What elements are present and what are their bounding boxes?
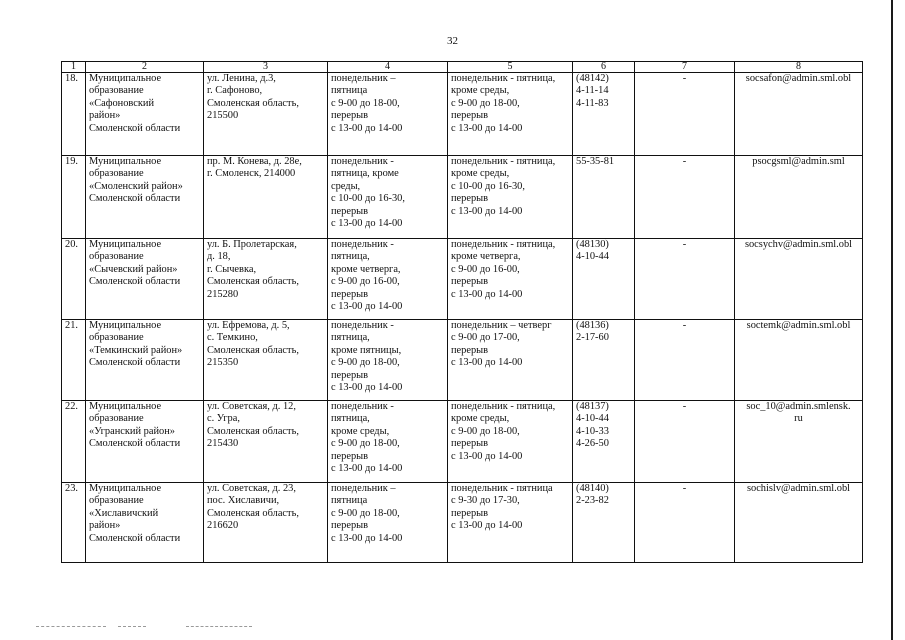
email-line: ru [794,413,803,425]
table-row [62,73,863,156]
organization-line: Муниципальное [89,320,162,331]
scan-mark [186,626,252,629]
working-hours-line: перерыв [331,369,369,381]
reception-hours-line: с 9-00 до 18-00, [451,425,520,437]
address-line: г. Сычевка, [207,263,257,275]
working-hours-line: понедельник – [331,73,396,84]
email-cell [735,401,863,483]
address-cell [204,156,328,239]
phone-line: 55-35-81 [576,156,615,167]
address-line: с. Угра, [207,413,240,425]
address-line: 215280 [207,288,239,300]
working-hours-line: с 13-00 до 14-00 [331,122,403,134]
working-hours-line: перерыв [331,288,369,300]
table-row [62,401,863,483]
address-line: Смоленская область, [207,276,299,288]
organization-line: образование [89,251,144,263]
reception-hours-line: кроме среды, [451,85,510,97]
address-cell [204,483,328,563]
reception-hours-line: понедельник - пятница [451,483,553,494]
address-cell [204,401,328,483]
column-7-cell: - [635,483,735,563]
working-hours-cell [328,320,448,401]
phone-cell [573,320,635,401]
column-7-cell: - [635,239,735,320]
address-cell [204,73,328,156]
reception-hours-line: перерыв [451,507,489,519]
organization-line: Смоленской области [89,438,181,450]
organization-line: Смоленской области [89,532,181,544]
working-hours-line: пятница, кроме [331,168,399,180]
email-line: soctemk@admin.sml.obl [746,320,851,331]
phone-cell [573,401,635,483]
column-7-cell: - [635,401,735,483]
address-line: г. Сафоново, [207,85,263,97]
row-number: 23. [62,483,86,563]
header-row [62,62,863,73]
working-hours-line: понедельник - [331,239,394,250]
phone-line: (48140) [576,483,609,494]
email-line: psocgsml@admin.sml [752,156,845,167]
reception-hours-line: кроме четверга, [451,251,521,263]
row-number: 20. [62,239,86,320]
reception-hours-line: перерыв [451,110,489,122]
address-line: ул. Ленина, д.3, [207,73,276,84]
organization-line: «Темкинский район» [89,344,183,356]
organization-line: Смоленской области [89,357,181,369]
reception-hours-cell [448,156,573,239]
organization-cell [86,239,204,320]
email-cell [735,483,863,563]
email-cell [735,320,863,401]
organization-cell [86,483,204,563]
phone-line: (48130) [576,239,609,250]
working-hours-line: перерыв [331,520,369,532]
column-7-cell: - [635,320,735,401]
registry-table [61,61,863,563]
reception-hours-line: понедельник - пятница, [451,239,556,250]
reception-hours-cell [448,320,573,401]
working-hours-line: перерыв [331,205,369,217]
organization-line: образование [89,332,144,344]
organization-cell [86,401,204,483]
working-hours-line: с 9-00 до 16-00, [331,276,400,288]
working-hours-line: понедельник - [331,401,394,412]
phone-line: 4-10-44 [576,413,609,425]
email-line: soc_10@admin.smlensk. [746,401,851,412]
address-cell [204,239,328,320]
reception-hours-line: с 9-00 до 18-00, [451,97,520,109]
working-hours-line: понедельник - [331,156,394,167]
address-line: Смоленская область, [207,97,299,109]
reception-hours-line: с 13-00 до 14-00 [451,288,523,300]
header-cell: 6 [573,62,635,73]
organization-line: «Сафоновский [89,97,155,109]
reception-hours-cell [448,483,573,563]
header-cell: 7 [635,62,735,73]
page-number: 32 [447,35,458,47]
reception-hours-cell [448,73,573,156]
address-line: пр. М. Конева, д. 28е, [207,156,302,167]
table-row [62,483,863,563]
address-line: ул. Советская, д. 23, [207,483,296,494]
header-cell: 3 [204,62,328,73]
organization-cell [86,73,204,156]
organization-line: Смоленской области [89,122,181,134]
organization-line: Муниципальное [89,401,162,412]
row-number: 22. [62,401,86,483]
working-hours-cell [328,401,448,483]
reception-hours-line: кроме среды, [451,413,510,425]
reception-hours-line: с 9-00 до 16-00, [451,263,520,275]
phone-line: 2-23-82 [576,495,609,507]
email-cell [735,156,863,239]
working-hours-line: перерыв [331,450,369,462]
working-hours-line: с 9-00 до 18-00, [331,97,400,109]
working-hours-cell [328,73,448,156]
address-line: 215430 [207,438,239,450]
reception-hours-line: с 13-00 до 14-00 [451,357,523,369]
working-hours-line: с 9-00 до 18-00, [331,507,400,519]
working-hours-line: пятница, [331,251,370,263]
email-cell [735,239,863,320]
address-line: г. Смоленск, 214000 [207,168,296,180]
reception-hours-line: кроме среды, [451,168,510,180]
address-line: Смоленская область, [207,344,299,356]
address-line: 215350 [207,357,239,369]
organization-line: «Хиславичский [89,507,159,519]
reception-hours-line: с 13-00 до 14-00 [451,122,523,134]
address-line: 216620 [207,520,239,532]
organization-line: «Угранский район» [89,425,175,437]
email-line: socsafon@admin.sml.obl [745,73,852,84]
phone-line: (48142) [576,73,609,84]
working-hours-line: с 9-00 до 18-00, [331,438,400,450]
organization-line: Смоленской области [89,193,181,205]
working-hours-line: кроме среды, [331,425,390,437]
row-number: 19. [62,156,86,239]
organization-line: образование [89,85,144,97]
working-hours-cell [328,483,448,563]
reception-hours-line: понедельник - пятница, [451,73,556,84]
header-cell: 2 [86,62,204,73]
phone-line: (48137) [576,401,609,412]
phone-cell [573,483,635,563]
working-hours-line: пятница, [331,413,370,425]
working-hours-line: с 13-00 до 14-00 [331,463,403,475]
header-cell: 5 [448,62,573,73]
table-row [62,156,863,239]
address-line: ул. Б. Пролетарская, [207,239,297,250]
table-body [62,73,863,563]
address-line: 215500 [207,110,239,122]
phone-line: 4-10-33 [576,425,609,437]
working-hours-line: понедельник – [331,483,396,494]
working-hours-line: с 9-00 до 18-00, [331,357,400,369]
reception-hours-line: перерыв [451,276,489,288]
reception-hours-line: понедельник – четверг [451,320,552,331]
phone-line: 4-26-50 [576,438,609,450]
phone-line: 4-11-14 [576,85,609,97]
organization-line: «Смоленский район» [89,180,183,192]
reception-hours-line: с 9-30 до 17-30, [451,495,520,507]
row-number: 21. [62,320,86,401]
email-line: socsychv@admin.sml.obl [744,239,853,250]
address-line: Смоленская область, [207,507,299,519]
row-number: 18. [62,73,86,156]
header-cell: 4 [328,62,448,73]
reception-hours-line: с 9-00 до 17-00, [451,332,520,344]
organization-line: Муниципальное [89,239,162,250]
reception-hours-line: понедельник - пятница, [451,156,556,167]
email-line: sochislv@admin.sml.obl [746,483,851,494]
working-hours-line: пятница, [331,332,370,344]
working-hours-line: понедельник - [331,320,394,331]
reception-hours-line: с 10-00 до 16-30, [451,180,525,192]
working-hours-line: с 13-00 до 14-00 [331,218,403,230]
organization-line: район» [89,520,121,532]
working-hours-line: перерыв [331,110,369,122]
working-hours-cell [328,156,448,239]
header-cell: 1 [62,62,86,73]
working-hours-line: с 10-00 до 16-30, [331,193,405,205]
organization-cell [86,320,204,401]
organization-line: Смоленской области [89,276,181,288]
scan-mark [36,626,106,629]
reception-hours-line: с 13-00 до 14-00 [451,520,523,532]
column-7-cell: - [635,73,735,156]
phone-line: 2-17-60 [576,332,609,344]
working-hours-line: пятница [331,85,368,97]
organization-line: образование [89,168,144,180]
working-hours-line: с 13-00 до 14-00 [331,301,403,313]
table-row [62,239,863,320]
column-7-cell: - [635,156,735,239]
working-hours-cell [328,239,448,320]
address-line: пос. Хиславичи, [207,495,280,507]
header-cell: 8 [735,62,863,73]
reception-hours-line: с 13-00 до 14-00 [451,450,523,462]
organization-line: Муниципальное [89,483,162,494]
address-line: Смоленская область, [207,425,299,437]
working-hours-line: пятница [331,495,368,507]
working-hours-line: с 13-00 до 14-00 [331,532,403,544]
reception-hours-cell [448,401,573,483]
address-line: ул. Советская, д. 12, [207,401,296,412]
address-cell [204,320,328,401]
reception-hours-line: перерыв [451,344,489,356]
page-edge-line [891,0,893,640]
phone-cell [573,239,635,320]
working-hours-line: среды, [331,180,361,192]
organization-line: Муниципальное [89,156,162,167]
scan-mark [118,626,146,629]
phone-line: 4-11-83 [576,97,609,109]
reception-hours-cell [448,239,573,320]
working-hours-line: с 13-00 до 14-00 [331,382,403,394]
email-cell [735,73,863,156]
organization-line: Муниципальное [89,73,162,84]
working-hours-line: кроме четверга, [331,263,401,275]
organization-line: район» [89,110,121,122]
address-line: с. Темкино, [207,332,258,344]
reception-hours-line: понедельник - пятница, [451,401,556,412]
phone-cell [573,156,635,239]
organization-line: образование [89,413,144,425]
phone-line: 4-10-44 [576,251,609,263]
organization-cell [86,156,204,239]
reception-hours-line: перерыв [451,193,489,205]
organization-line: образование [89,495,144,507]
phone-line: (48136) [576,320,609,331]
table-row [62,320,863,401]
address-line: д. 18, [207,251,231,263]
organization-line: «Сычевский район» [89,263,178,275]
reception-hours-line: перерыв [451,438,489,450]
address-line: ул. Ефремова, д. 5, [207,320,290,331]
working-hours-line: кроме пятницы, [331,344,402,356]
reception-hours-line: с 13-00 до 14-00 [451,205,523,217]
phone-cell [573,73,635,156]
